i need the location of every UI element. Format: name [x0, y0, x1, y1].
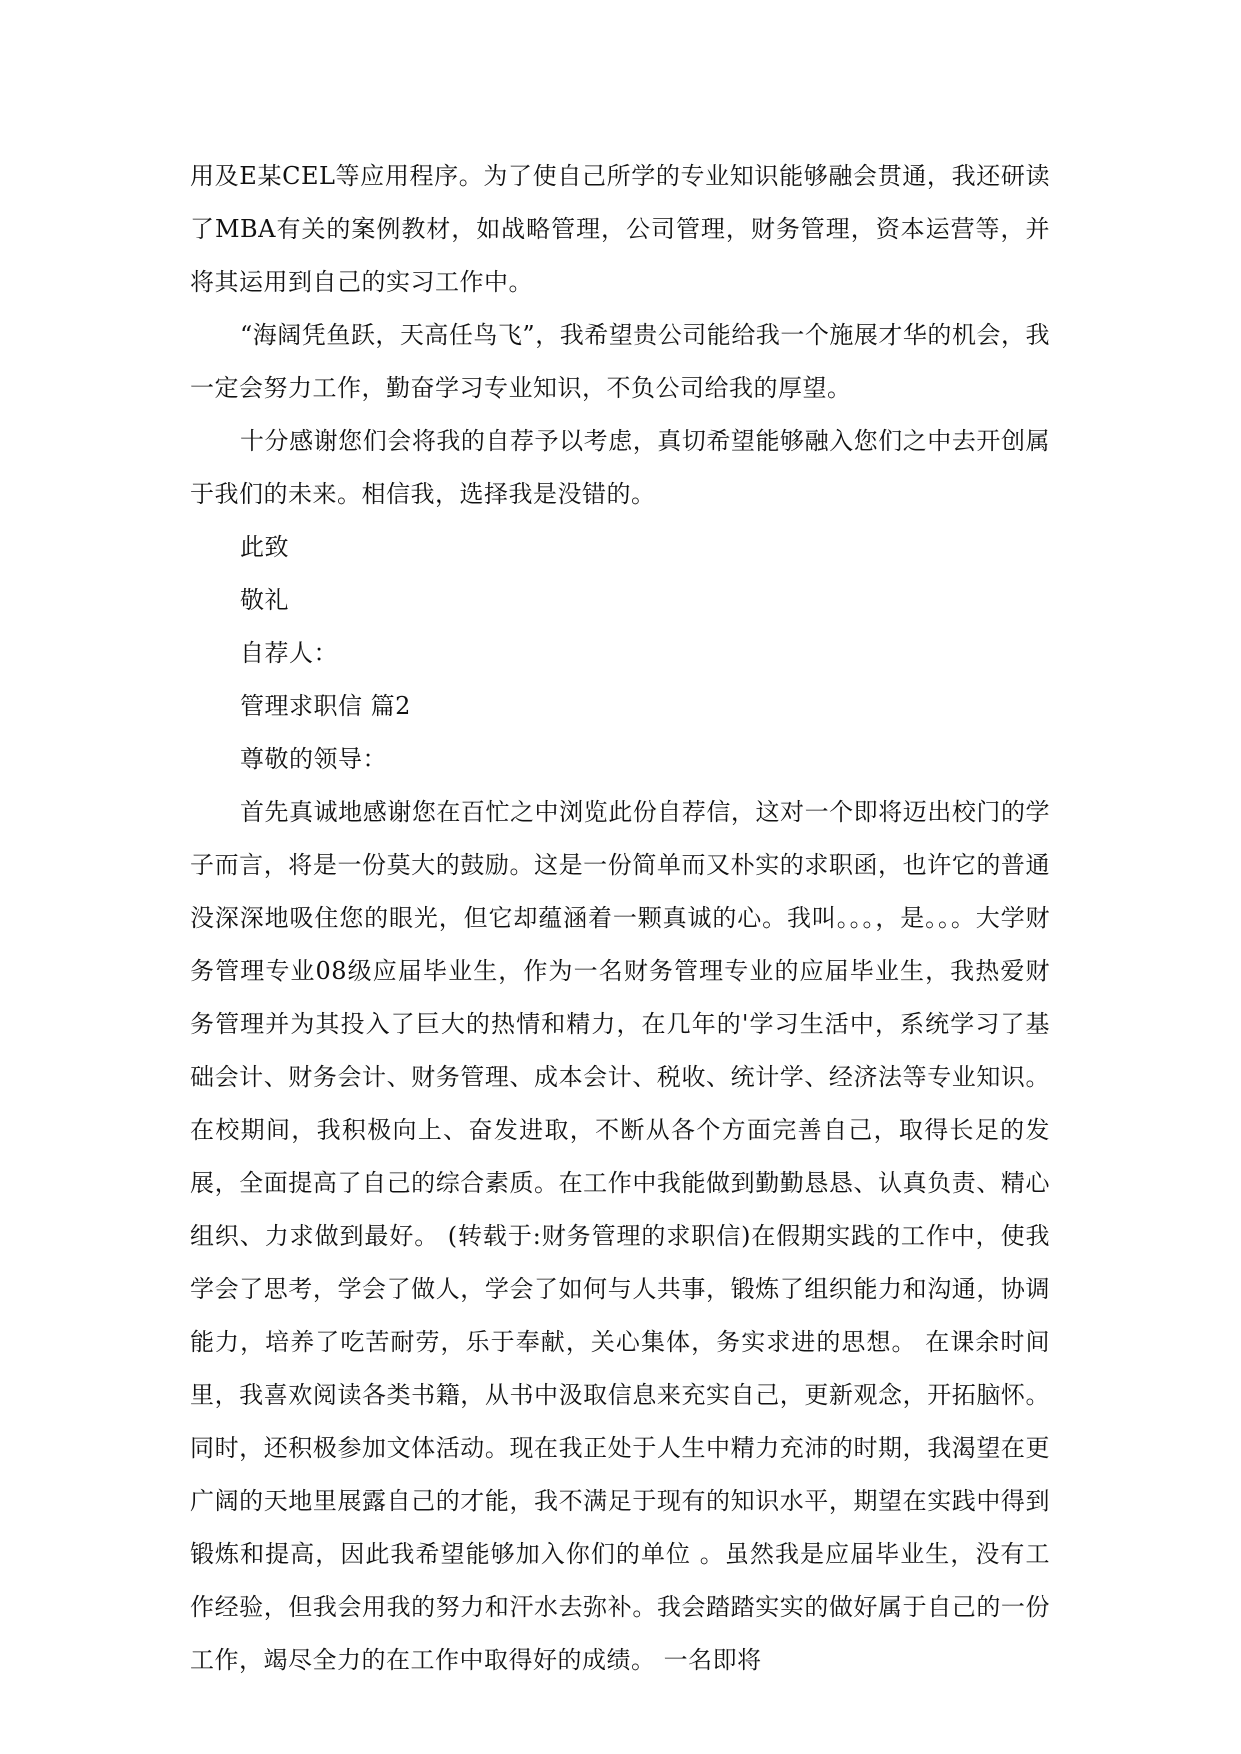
closing-regards: 敬礼 — [240, 586, 289, 614]
closing-salutation: 此致 — [240, 533, 289, 561]
letter-body — [190, 150, 1050, 1687]
paragraph-skills-continuation: 用及E某CEL等应用程序。为了使自己所学的专业知识能够融会贯通，我还研读了MBA有关的案例教材，如战略管理，公司管理，财务管理，资本运营等，并将其运用到自己的实习工作中。 — [190, 162, 1050, 296]
greeting: 尊敬的领导： — [240, 745, 387, 773]
paragraph-introduction: 首先真诚地感谢您在百忙之中浏览此份自荐信，这对一个即将迈出校门的学子而言，将是一份莫大的鼓励。这是一份简单而又朴实的求职函，也许它的普通没深深地吸住您的眼光，但它却蕴涵着一颗真诚的心。我叫。。。，是。。。大学财务管理专业08级应届毕业生，作为一名财务管理专业的应届毕业生，我热爱财务管理并为其投入了巨大的热情和精力，在几年的'学习生活中，系统学习了基础会计、财务会计、财务管理、成本会计、税收、统计学、经济法等专业知识。 在校期间，我积极向上、奋发进取，不断从各个方面完善自己，取得长足的发展，全面提高了自己的综合素质。在工作中我能做到勤勤恳恳、认真负责、精心组织、力求做到最好。 (转载于:财务管理的求职信)在假期实践的工作中，使我学会了思考，学会了做人，学会了如何与人共事，锻炼了组织能力和沟通，协调能力，培养了吃苦耐劳，乐于奉献，关心集体，务实求进的思想。 在课余时间里，我喜欢阅读各类书籍，从书中汲取信息来充实自己，更新观念，开拓脑怀。同时，还积极参加文体活动。现在我正处于人生中精力充沛的时期，我渴望在更广阔的天地里展露自己的才能，我不满足于现有的知识水平，期望在实践中得到锻炼和提高，因此我希望能够加入你们的单位 。虽然我是应届毕业生，没有工作经验，但我会用我的努力和汗水去弥补。我会踏踏实实的做好属于自己的一份工作，竭尽全力的在工作中取得好的成绩。 一名即将 — [190, 798, 1050, 1674]
section-title: 管理求职信 篇2 — [240, 692, 411, 720]
paragraph-quote-aspiration: “海阔凭鱼跃，天高任鸟飞”，我希望贵公司能给我一个施展才华的机会，我一定会努力工作，勤奋学习专业知识，不负公司给我的厚望。 — [190, 321, 1050, 402]
paragraph-thanks: 十分感谢您们会将我的自荐予以考虑，真切希望能够融入您们之中去开创属于我们的未来。相信我，选择我是没错的。 — [190, 427, 1050, 508]
signature-label: 自荐人： — [240, 639, 338, 667]
